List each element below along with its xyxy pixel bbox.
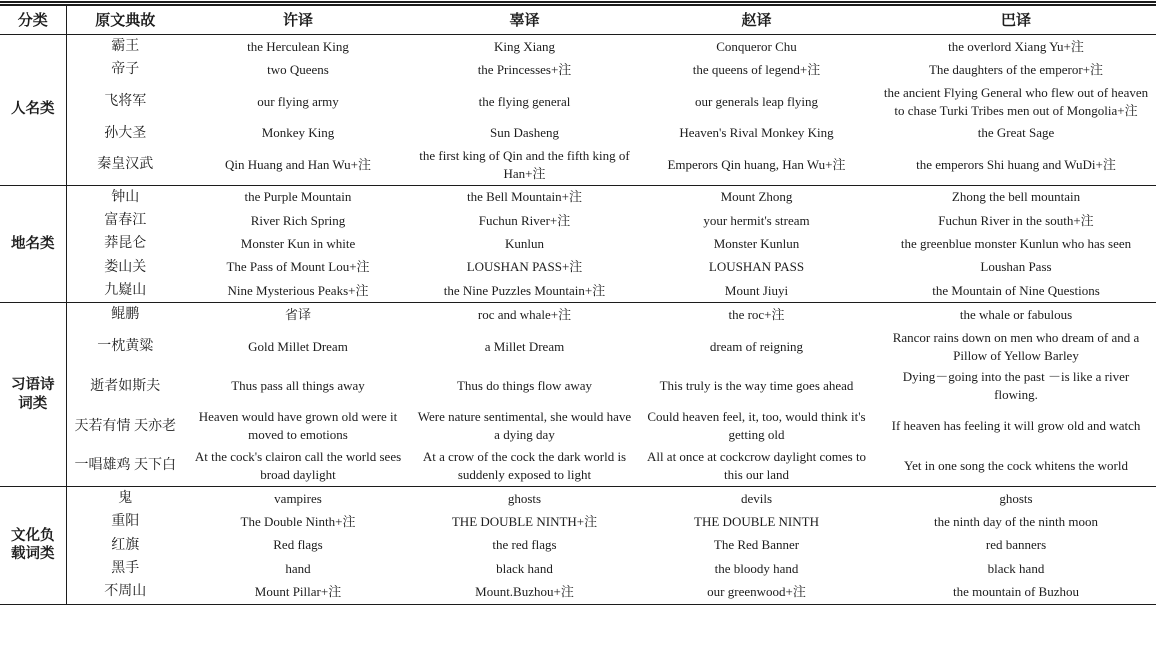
ba-translation-cell: Loushan Pass	[980, 259, 1052, 275]
ba-translation-cell: the greenblue monster Kunlun who has seen	[900, 236, 1132, 251]
xu-translation-cell: Gold Millet Dream	[248, 338, 348, 354]
xu-translation-cell: Heaven would have grown old were it moved to emotions	[198, 409, 398, 443]
zhao-translation-cell: Mount Zhong	[720, 189, 793, 205]
zhao-translation-cell: our greenwood+注	[707, 584, 806, 599]
xu-translation-cell: Thus pass all things away	[231, 378, 365, 394]
source-allusion-cell: 娄山关	[104, 259, 147, 275]
table-row	[0, 303, 1156, 327]
zhao-translation-cell: Conqueror Chu	[716, 38, 797, 54]
source-allusion-cell: 鬼	[118, 491, 133, 507]
table-row	[0, 580, 1156, 604]
ba-translation-cell: Rancor rains down on men who dream of and a Pillow of Yellow Barley	[892, 329, 1140, 363]
ba-translation-cell: the ninth day of the ninth moon	[934, 514, 1098, 530]
zhao-translation-cell: devils	[740, 490, 773, 506]
xu-translation-cell: River Rich Spring	[250, 212, 346, 228]
header-ba-translation: 巴译	[876, 4, 1156, 35]
gu-translation-cell: ghosts	[507, 490, 542, 506]
xu-translation-cell: our flying army	[257, 93, 339, 109]
source-allusion-cell: 钟山	[111, 189, 140, 205]
xu-translation-cell: the Purple Mountain	[244, 189, 352, 205]
xu-translation-cell: Monkey King	[261, 125, 335, 141]
translation-comparison-table	[0, 1, 1156, 605]
zhao-translation-cell: This truly is the way time goes ahead	[659, 378, 854, 394]
zhao-translation-cell: Heaven's Rival Monkey King	[679, 125, 834, 141]
zhao-translation-cell: the bloody hand	[714, 560, 799, 576]
xu-translation-cell: Nine Mysterious Peaks+注	[227, 282, 369, 298]
gu-translation-cell: a Millet Dream	[484, 338, 565, 354]
zhao-translation-cell: the queens of legend+注	[692, 62, 821, 77]
xu-translation-cell: The Pass of Mount Lou+注	[226, 259, 370, 275]
header-category: 分类	[0, 4, 66, 35]
ba-translation-cell: the Mountain of Nine Questions	[932, 282, 1100, 298]
source-allusion-cell: 天若有情 天亦老	[74, 418, 176, 434]
source-allusion-cell: 九嶷山	[104, 282, 147, 298]
source-allusion-cell: 一枕黄粱	[97, 338, 154, 354]
table-row	[0, 557, 1156, 580]
zhao-translation-cell: Emperors Qin huang, Han Wu+注	[667, 156, 846, 172]
gu-translation-cell: the first king of Qin and the fifth king of Han+注	[419, 147, 630, 181]
table-row	[0, 446, 1156, 486]
source-allusion-cell: 霸王	[111, 39, 140, 54]
ba-translation-cell: the mountain of Buzhou	[952, 584, 1079, 599]
table-row	[0, 366, 1156, 406]
zhao-translation-cell: your hermit's stream	[703, 212, 810, 228]
header-gu-translation: 辜译	[412, 4, 637, 35]
table-row	[0, 487, 1156, 511]
table-row	[0, 58, 1156, 81]
category-cell: 文化负载词类	[0, 487, 66, 605]
zhao-translation-cell: All at once at cockcrow daylight comes to this our land	[646, 449, 867, 483]
gu-translation-cell: the Princesses+注	[477, 62, 572, 77]
source-allusion-cell: 秦皇汉武	[97, 157, 154, 173]
zhao-translation-cell: Mount Jiuyi	[724, 282, 789, 298]
table-row	[0, 232, 1156, 255]
ba-translation-cell: Zhong the bell mountain	[951, 189, 1081, 205]
table-row	[0, 35, 1156, 59]
ba-translation-cell: black hand	[987, 560, 1045, 576]
header-row	[0, 4, 1156, 35]
source-allusion-cell: 不周山	[104, 584, 147, 600]
ba-translation-cell: If heaven has feeling it will grow old and watch	[891, 418, 1141, 434]
zhao-translation-cell: our generals leap flying	[694, 93, 819, 109]
gu-translation-cell: the Bell Mountain+注	[467, 189, 582, 205]
table-row	[0, 279, 1156, 303]
gu-translation-cell: Thus do things flow away	[456, 378, 593, 394]
ba-translation-cell: the Great Sage	[977, 125, 1055, 141]
gu-translation-cell: black hand	[496, 560, 553, 576]
ba-translation-cell: the ancient Flying General who flew out of heaven to chase Turki Tribes men out of Mongolia+注	[883, 84, 1149, 118]
table-row	[0, 534, 1156, 557]
table-row	[0, 122, 1156, 145]
gu-translation-cell: the Nine Puzzles Mountain+注	[443, 282, 606, 298]
xu-translation-cell: The Double Ninth+注	[240, 514, 356, 530]
gu-translation-cell: THE DOUBLE NINTH+注	[451, 514, 598, 530]
category-group	[0, 303, 1156, 487]
zhao-translation-cell: dream of reigning	[709, 338, 804, 354]
source-allusion-cell: 重阳	[111, 514, 140, 530]
xu-translation-cell: At the cock's clairon call the world sees broad daylight	[194, 449, 402, 483]
xu-translation-cell: Qin Huang and Han Wu+注	[225, 156, 371, 172]
xu-translation-cell: vampires	[274, 490, 322, 506]
gu-translation-cell: Mount.Buzhou+注	[475, 584, 574, 599]
table-row	[0, 82, 1156, 122]
zhao-translation-cell: THE DOUBLE NINTH	[694, 514, 819, 530]
source-allusion-cell: 富春江	[104, 213, 147, 228]
xu-translation-cell: Monster Kun in white	[240, 236, 356, 251]
source-allusion-cell: 帝子	[111, 62, 140, 78]
category-cell: 习语诗词类	[0, 303, 66, 487]
header-source-allusion: 原文典故	[66, 4, 184, 35]
ba-translation-cell: Yet in one song the cock whitens the world	[904, 458, 1128, 474]
ba-translation-cell: Fuchun River in the south+注	[938, 212, 1094, 228]
ba-translation-cell: the emperors Shi huang and WuDi+注	[916, 156, 1116, 172]
source-allusion-cell: 一唱雄鸡 天下白	[74, 458, 176, 474]
header-zhao-translation: 赵译	[637, 4, 876, 35]
ba-translation-cell: the whale or fabulous	[959, 306, 1073, 322]
zhao-translation-cell: LOUSHAN PASS	[708, 259, 805, 275]
source-allusion-cell: 莽昆仑	[104, 236, 147, 252]
gu-translation-cell: Fuchun River+注	[478, 212, 571, 228]
category-cell: 人名类	[0, 35, 66, 186]
category-group	[0, 487, 1156, 605]
table-row	[0, 209, 1156, 232]
gu-translation-cell: roc and whale+注	[477, 306, 572, 322]
gu-translation-cell: Sun Dasheng	[490, 125, 559, 141]
table-row	[0, 145, 1156, 185]
gu-translation-cell: LOUSHAN PASS+注	[466, 259, 583, 275]
zhao-translation-cell: Could heaven feel, it, too, would think it's getting old	[647, 409, 866, 443]
gu-translation-cell: At a crow of the cock the dark world is suddenly exposed to light	[422, 449, 627, 483]
table-row	[0, 406, 1156, 446]
zhao-translation-cell: Monster Kunlun	[713, 236, 800, 251]
gu-translation-cell: Were nature sentimental, she would have a dying day	[417, 409, 632, 443]
source-allusion-cell: 飞将军	[104, 93, 147, 109]
zhao-translation-cell: The Red Banner	[713, 537, 800, 553]
category-group	[0, 35, 1156, 186]
table-row	[0, 256, 1156, 279]
xu-translation-cell: two Queens	[267, 62, 329, 77]
gu-translation-cell: Kunlun	[505, 236, 544, 251]
xu-translation-cell: 省译	[284, 306, 311, 322]
source-allusion-cell: 逝者如斯夫	[90, 378, 161, 394]
source-allusion-cell: 红旗	[111, 537, 140, 553]
table-row	[0, 185, 1156, 209]
xu-translation-cell: Red flags	[273, 537, 323, 553]
zhao-translation-cell: the roc+注	[728, 306, 785, 322]
ba-translation-cell: The daughters of the emperor+注	[928, 62, 1104, 77]
ba-translation-cell: red banners	[985, 537, 1047, 553]
category-cell: 地名类	[0, 185, 66, 303]
source-allusion-cell: 黑手	[111, 561, 140, 576]
xu-translation-cell: hand	[285, 560, 311, 576]
ba-translation-cell: the overlord Xiang Yu+注	[948, 38, 1084, 54]
table-row	[0, 510, 1156, 533]
ba-translation-cell: Dying－going into the past －is like a river flowing.	[902, 369, 1130, 403]
source-allusion-cell: 孙大圣	[104, 125, 147, 141]
gu-translation-cell: the flying general	[478, 93, 571, 109]
category-group	[0, 185, 1156, 303]
gu-translation-cell: King Xiang	[493, 38, 556, 54]
xu-translation-cell: Mount Pillar+注	[254, 584, 342, 599]
gu-translation-cell: the red flags	[492, 537, 557, 553]
table-row	[0, 327, 1156, 367]
ba-translation-cell: ghosts	[999, 490, 1033, 506]
xu-translation-cell: the Herculean King	[247, 38, 349, 54]
source-allusion-cell: 鲲鹏	[111, 307, 140, 323]
header-xu-translation: 许译	[184, 4, 412, 35]
